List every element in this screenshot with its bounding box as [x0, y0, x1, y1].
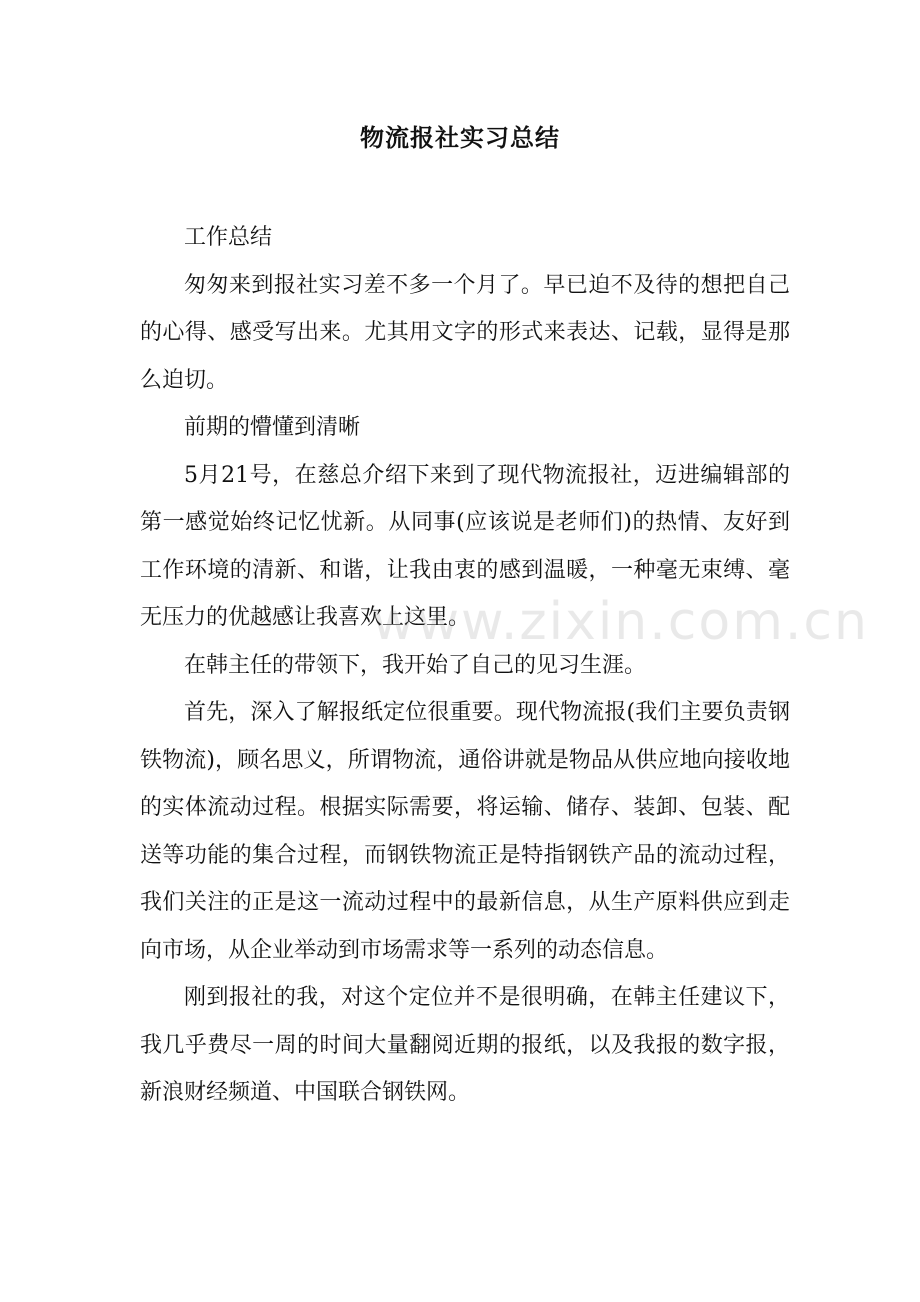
- body-paragraph: 在韩主任的带领下，我开始了自己的见习生涯。: [184, 652, 647, 678]
- body-paragraph: 首先，深入了解报纸定位很重要。现代物流报(我们主要负责钢铁物流)，顾名思义，所谓物流，通俗讲就是物品从供应地向接收地的实体流动过程。根据实际需要，将运输、储存、装卸、包装、配送等功能的集合过程，而钢铁物流正是特指钢铁产品的流动过程，我们关注的正是这一流动过程中的最新信息，从生产原料供应到走向市场，从企业举动到市场需求等一系列的动态信息。: [140, 700, 790, 963]
- watermark: www.zixin.com.cn: [372, 592, 869, 652]
- document-title: 物流报社实习总结: [360, 123, 560, 152]
- body-paragraph: 匆匆来到报社实习差不多一个月了。早已迫不及待的想把自己的心得、感受写出来。尤其用文字的形式来表达、记载，显得是那么迫切。: [140, 272, 790, 393]
- body-paragraph: 5月21号，在慈总介绍下来到了现代物流报社，迈进编辑部的第一感觉始终记忆忧新。从同事(应该说是老师们)的热情、友好到工作环境的清新、和谐，让我由衷的感到温暖，一种毫无束缚、毫无压力的优越感让我喜欢上这里。: [140, 462, 790, 630]
- document-body: [140, 214, 790, 1117]
- section-heading-work-summary: 工作总结: [184, 225, 273, 250]
- section-heading-early-stage: 前期的懵懂到清晰: [184, 415, 361, 440]
- body-paragraph: 刚到报社的我，对这个定位并不是很明确，在韩主任建议下，我几乎费尽一周的时间大量翻阅近期的报纸，以及我报的数字报，新浪财经频道、中国联合钢铁网。: [140, 985, 790, 1105]
